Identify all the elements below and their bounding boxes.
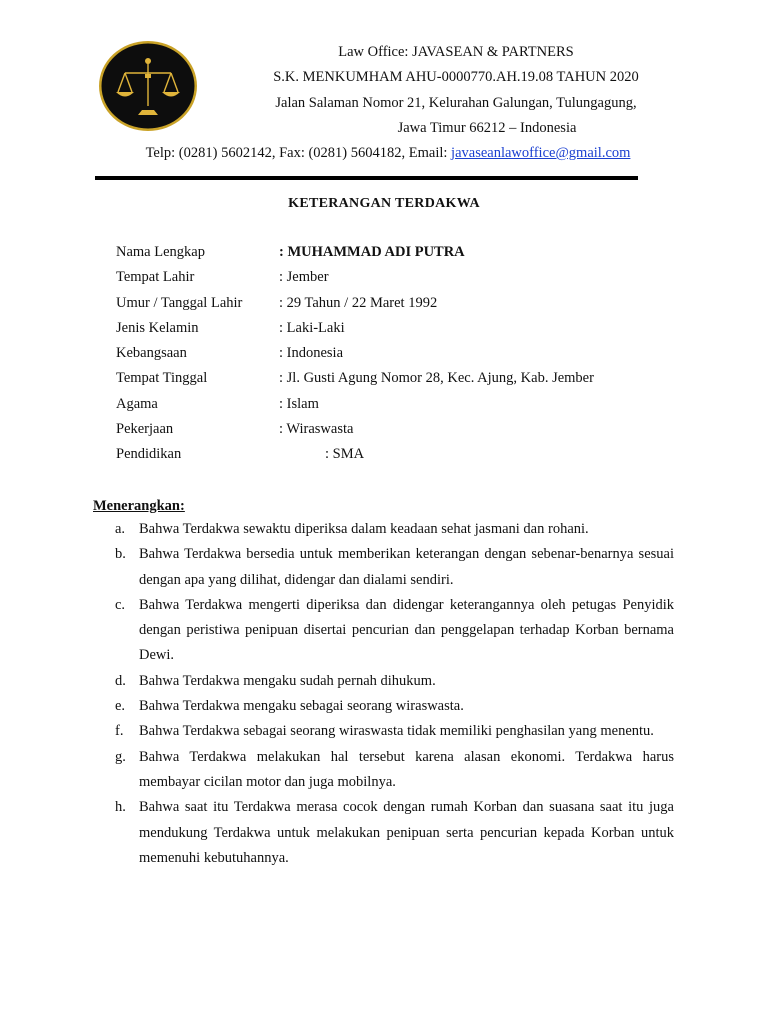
list-marker: g. bbox=[115, 748, 126, 765]
contact-phone-fax: Telp: (0281) 5602142, Fax: (0281) 5604182, Email: bbox=[145, 145, 452, 161]
document-title: KETERANGAN TERDAKWA bbox=[288, 196, 480, 211]
list-marker: d. bbox=[115, 672, 126, 689]
identity-label: Umur / Tanggal Lahir bbox=[116, 294, 243, 311]
list-item bbox=[93, 795, 674, 871]
statement-list bbox=[93, 517, 674, 871]
list-marker: a. bbox=[115, 521, 126, 537]
identity-value: : Jember bbox=[279, 269, 329, 286]
identity-value: : Jl. Gusti Agung Nomor 28, Kec. Ajung, Kab. Jember bbox=[279, 370, 594, 387]
list-item-text: Bahwa Terdakwa sebagai seorang wiraswasta tidak memiliki penghasilan yang menentu. bbox=[139, 723, 654, 740]
identity-value: : MUHAMMAD ADI PUTRA bbox=[279, 244, 465, 260]
list-item-text: Bahwa Terdakwa melakukan hal tersebut karena alasan ekonomi. Terdakwa harus membayar cicilan motor dan juga mobilnya. bbox=[139, 748, 674, 790]
list-item bbox=[93, 593, 674, 669]
list-marker: h. bbox=[115, 799, 126, 816]
list-item bbox=[93, 669, 674, 694]
list-item bbox=[93, 517, 674, 542]
list-item-text: Bahwa Terdakwa sewaktu diperiksa dalam keadaan sehat jasmani dan rohani. bbox=[139, 521, 589, 537]
office-name: Law Office: JAVASEAN & PARTNERS bbox=[338, 44, 574, 60]
identity-label: Pendidikan bbox=[116, 446, 182, 463]
list-item bbox=[93, 542, 674, 593]
list-item bbox=[93, 694, 674, 719]
scales-of-justice-icon bbox=[98, 40, 198, 132]
law-office-logo bbox=[98, 40, 198, 132]
list-item bbox=[93, 745, 674, 796]
list-item-text: Bahwa Terdakwa mengaku sebagai seorang wiraswasta. bbox=[139, 698, 464, 715]
letterhead bbox=[196, 40, 716, 141]
section-heading: Menerangkan: bbox=[93, 498, 185, 514]
list-item-text: Bahwa Terdakwa mengerti diperiksa dan didengar keterangannya oleh petugas Penyidik dengan peristiwa penipuan disertai pencurian dan penggelapan terhadap Korban bernama Dewi. bbox=[139, 596, 674, 664]
identity-label: Nama Lengkap bbox=[116, 244, 205, 260]
address-line: Jalan Salaman Nomor 21, Kelurahan Galungan, Tulungagung, bbox=[275, 94, 637, 111]
identity-value: : Laki-Laki bbox=[279, 319, 345, 336]
identity-value: : Wiraswasta bbox=[279, 421, 354, 438]
list-marker: f. bbox=[115, 723, 124, 740]
list-item-text: Bahwa Terdakwa bersedia untuk memberikan keterangan dengan sebenar-benarnya sesuai dengan apa yang dilihat, didengar dan dialami sendiri. bbox=[139, 546, 674, 588]
identity-value: : Indonesia bbox=[279, 345, 344, 362]
identity-value: : SMA bbox=[325, 446, 365, 463]
identity-value: : Islam bbox=[279, 395, 319, 412]
identity-label: Pekerjaan bbox=[116, 421, 174, 438]
list-item bbox=[93, 719, 674, 744]
header-divider bbox=[95, 176, 638, 180]
identity-label: Tempat Lahir bbox=[116, 269, 195, 286]
identity-value: : 29 Tahun / 22 Maret 1992 bbox=[279, 294, 438, 311]
identity-label: Kebangsaan bbox=[116, 345, 187, 362]
list-marker: e. bbox=[115, 698, 126, 715]
list-marker: b. bbox=[115, 546, 126, 563]
identity-label: Tempat Tinggal bbox=[116, 370, 208, 387]
list-item-text: Bahwa saat itu Terdakwa merasa cocok dengan rumah Korban dan suasana saat itu juga mendukung Terdakwa untuk melakukan penipuan serta pencurian kepada Korban untuk memenuhi kebutuhannya. bbox=[139, 799, 674, 866]
list-marker: c. bbox=[115, 596, 126, 613]
registration-number: S.K. MENKUMHAM AHU-0000770.AH.19.08 TAHUN 2020 bbox=[273, 69, 639, 86]
identity-label: Agama bbox=[116, 395, 158, 412]
identity-label: Jenis Kelamin bbox=[116, 319, 199, 336]
list-item-text: Bahwa Terdakwa mengaku sudah pernah dihukum. bbox=[139, 672, 436, 689]
address-region: Jawa Timur 66212 – Indonesia bbox=[397, 119, 577, 136]
contact-line bbox=[90, 141, 686, 166]
email-link[interactable]: javaseanlawoffice@gmail.com bbox=[451, 145, 631, 161]
